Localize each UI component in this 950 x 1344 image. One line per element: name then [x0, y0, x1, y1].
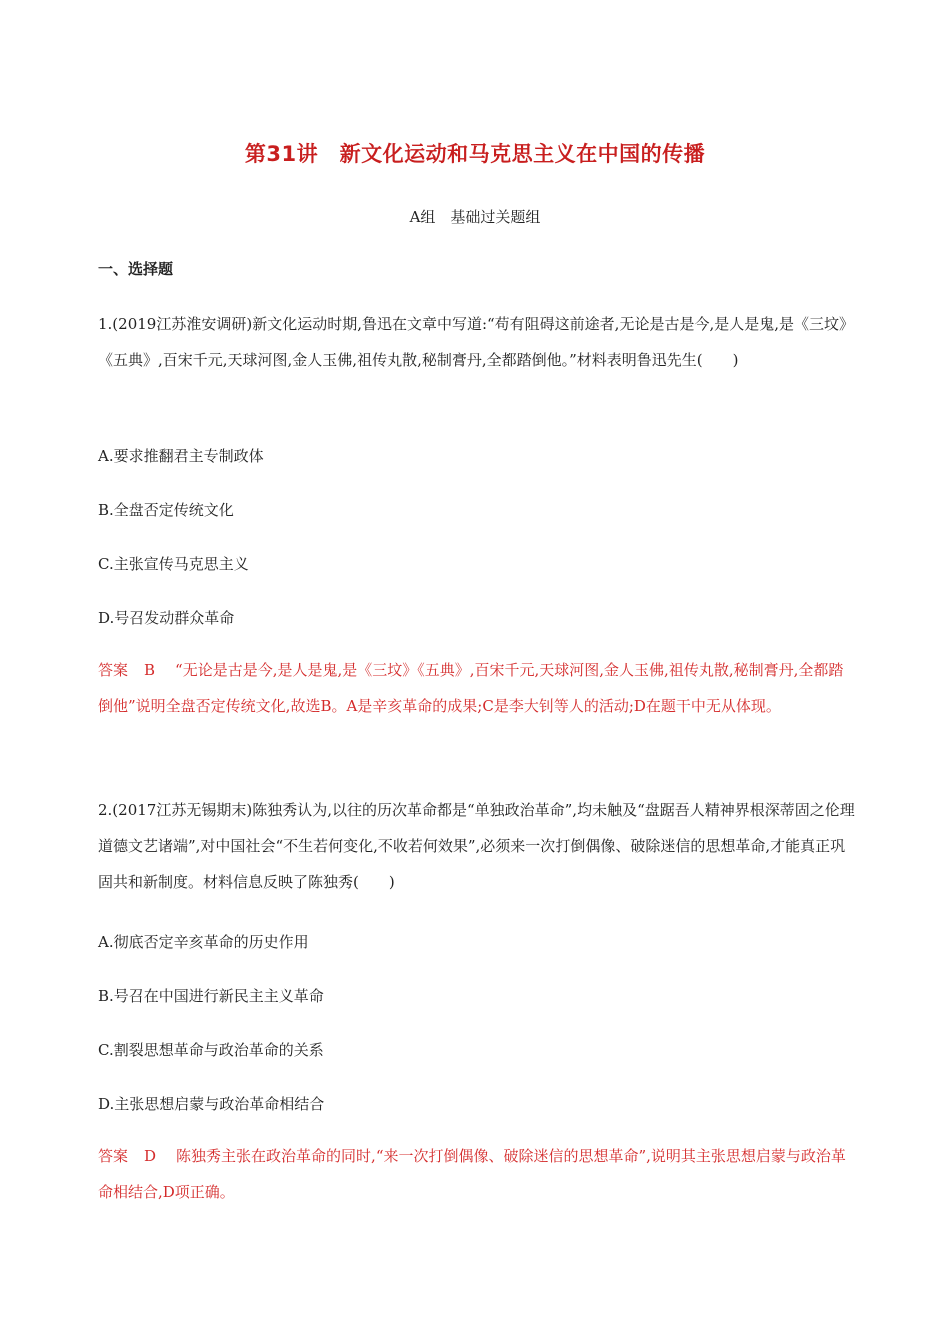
- question-2-option-b: B.号召在中国进行新民主主义革命: [98, 987, 324, 1005]
- page-title: 第31讲 新文化运动和马克思主义在中国的传播: [244, 142, 706, 166]
- question-1-option-a: A.要求推翻君主专制政体: [98, 447, 264, 465]
- question-2-option-d: D.主张思想启蒙与政治革命相结合: [98, 1095, 325, 1113]
- question-1-option-d: D.号召发动群众革命: [98, 609, 235, 627]
- answer-letter: B: [144, 661, 156, 679]
- answer-label: 答案: [98, 661, 129, 679]
- question-2-stem: 2.(2017江苏无锡期末)陈独秀认为,以往的历次革命都是“单独政治革命”,均未触及“盘踞吾人精神界根深蒂固之伦理道德文艺诸端”,对中国社会“不生若何变化,不收若何效果”,必须来一次打倒偶像、破除迷信的思想革命,才能真正巩固共和新制度。材料信息反映了陈独秀( ): [98, 801, 855, 891]
- question-2-option-a: A.彻底否定辛亥革命的历史作用: [98, 933, 309, 951]
- answer-explanation: 陈独秀主张在政治革命的同时,“来一次打倒偶像、破除迷信的思想革命”,说明其主张思想启蒙与政治革命相结合,D项正确。: [98, 1147, 846, 1201]
- group-label: A组 基础过关题组: [409, 208, 541, 226]
- question-1-option-b: B.全盘否定传统文化: [98, 501, 234, 519]
- question-1-stem: 1.(2019江苏淮安调研)新文化运动时期,鲁迅在文章中写道:“苟有阻碍这前途者,无论是古是今,是人是鬼,是《三坟》《五典》,百宋千元,天球河图,金人玉佛,祖传丸散,秘制膏丹,全都踏倒他。”材料表明鲁迅先生( ): [98, 315, 854, 369]
- answer-explanation: “无论是古是今,是人是鬼,是《三坟》《五典》,百宋千元,天球河图,金人玉佛,祖传丸散,秘制膏丹,全都踏倒他”说明全盘否定传统文化,故选B。A是辛亥革命的成果;C是李大钊等人的活动;D在题干中无从体现。: [98, 661, 844, 715]
- question-1-option-c: C.主张宣传马克思主义: [98, 555, 249, 573]
- answer-letter: D: [144, 1147, 157, 1165]
- answer-label: 答案: [98, 1147, 129, 1165]
- question-2-answer: [98, 1138, 858, 1210]
- question-1-answer: [98, 652, 858, 724]
- question-2-option-c: C.割裂思想革命与政治革命的关系: [98, 1041, 324, 1059]
- section-heading: 一、选择题: [98, 260, 174, 278]
